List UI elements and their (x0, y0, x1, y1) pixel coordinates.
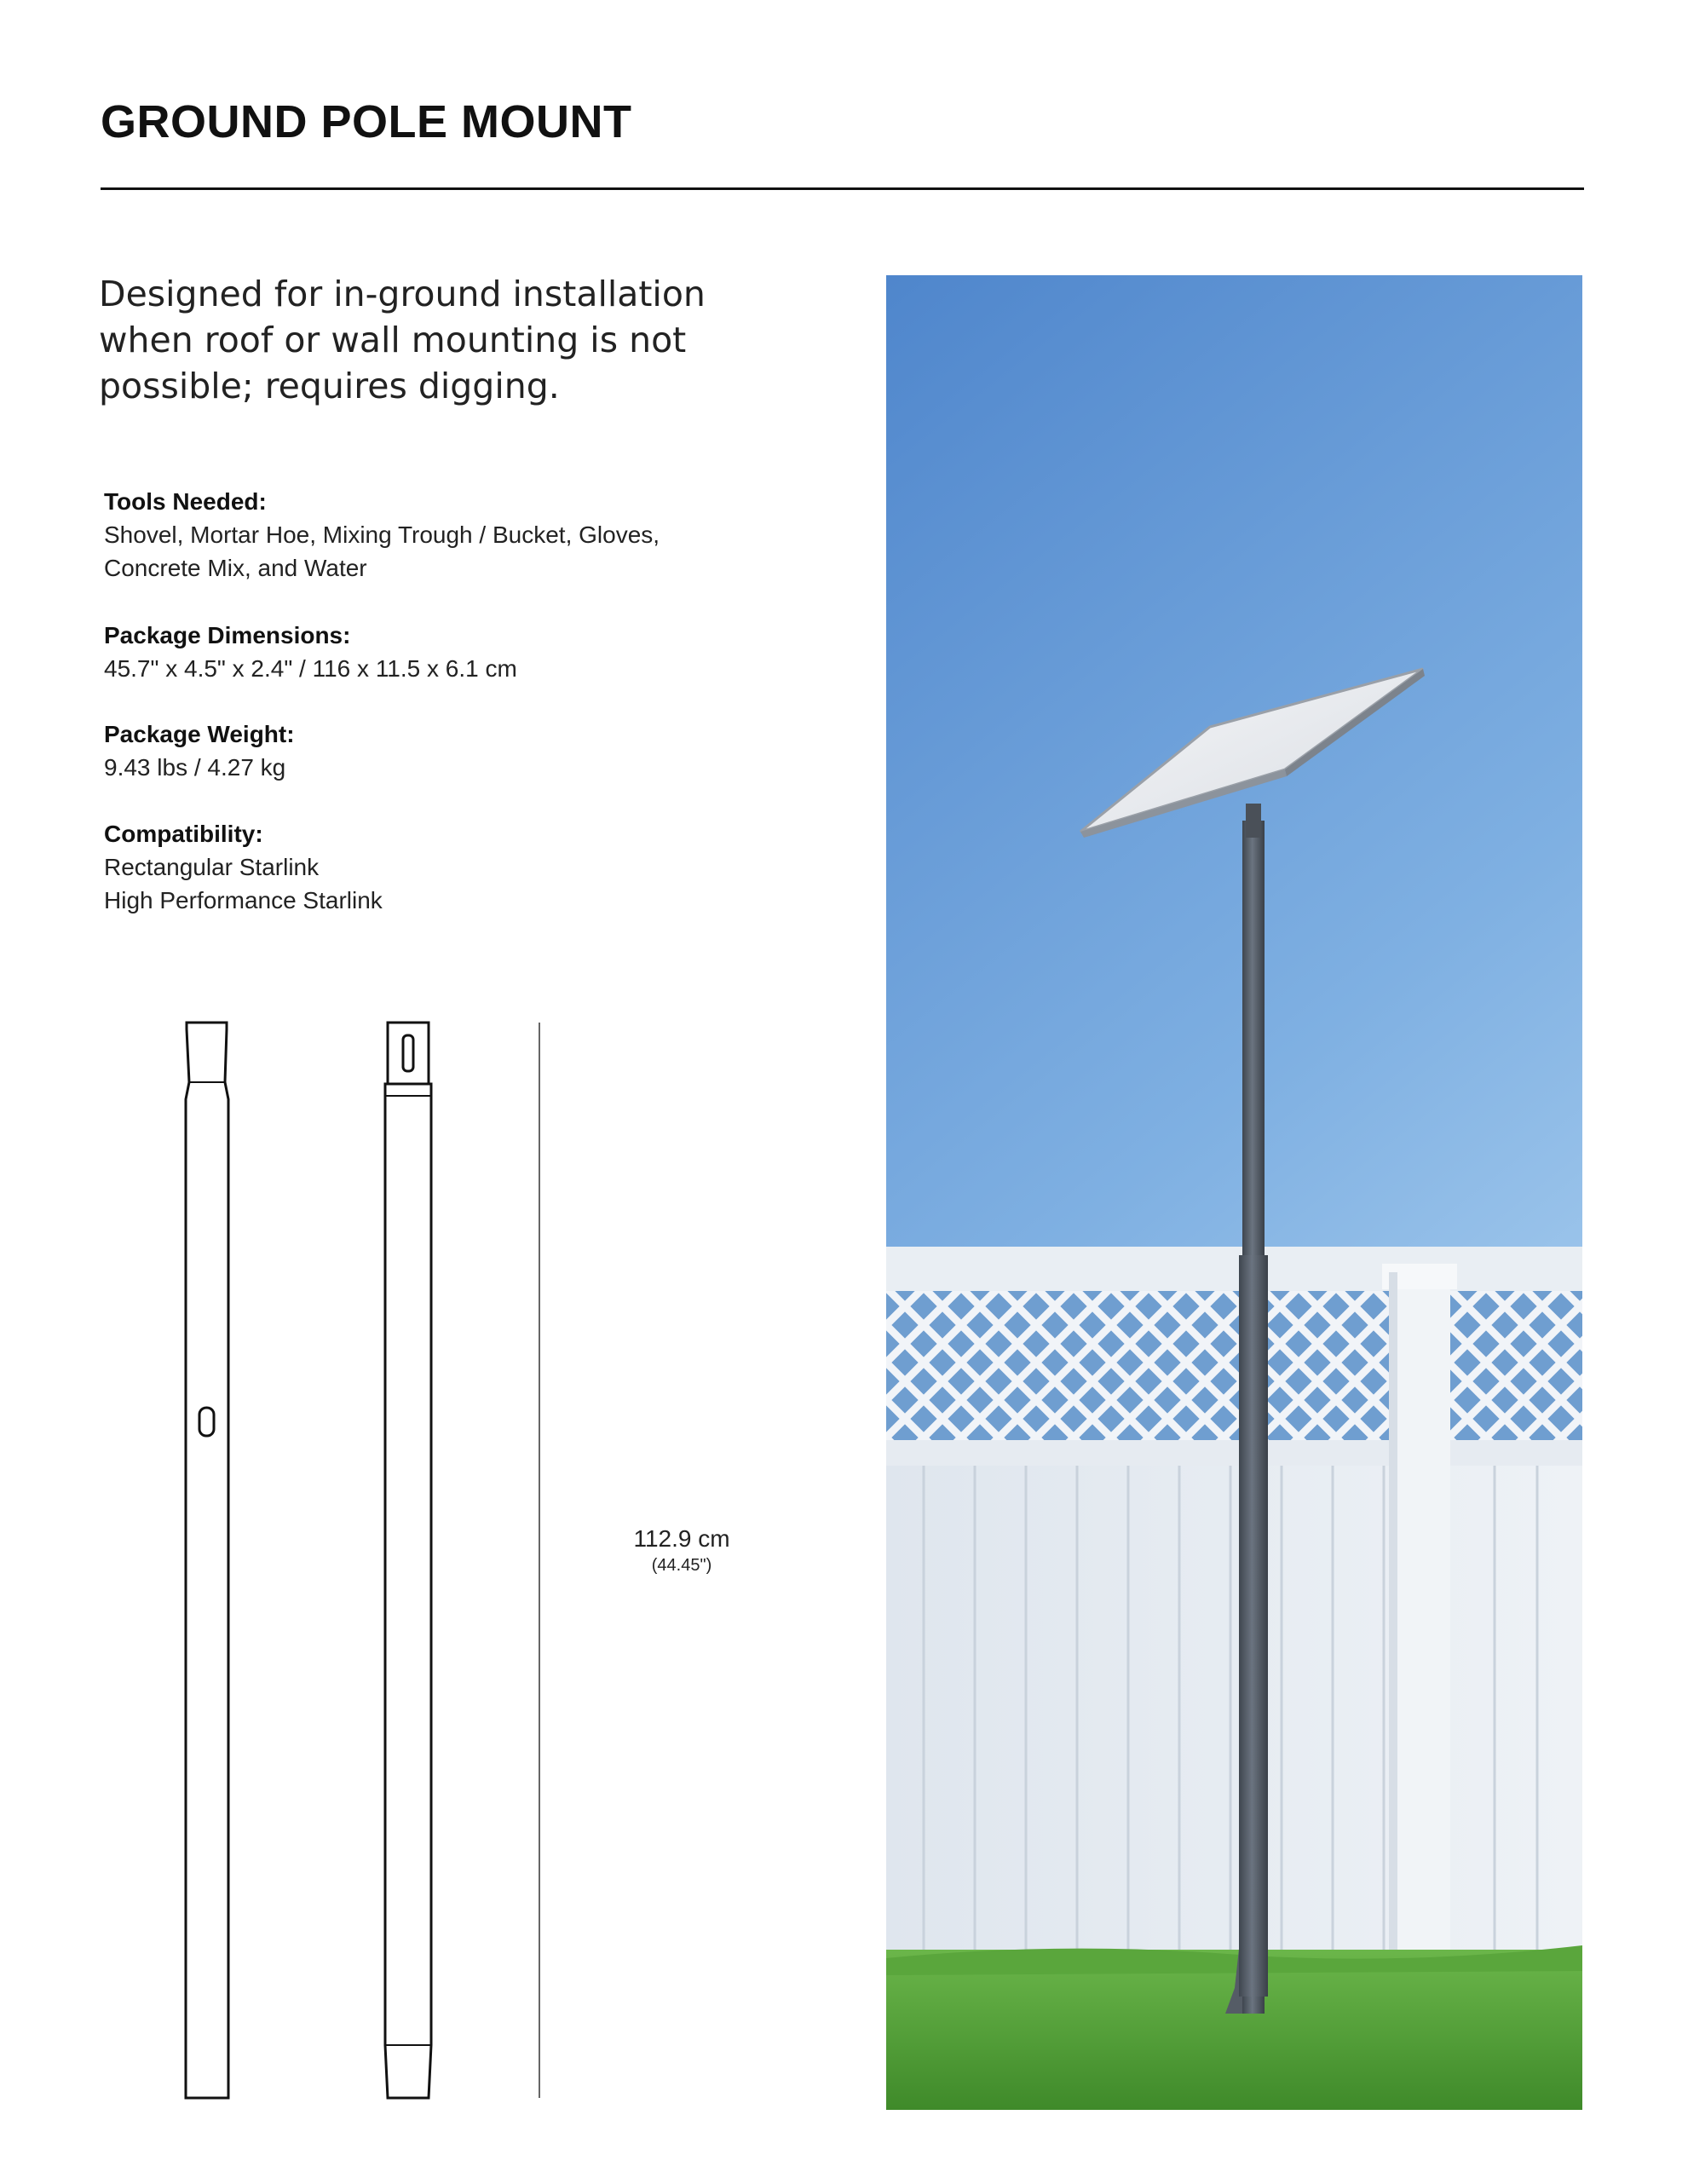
pole-length-dimension (596, 1525, 767, 1576)
spec-label: Compatibility: (104, 821, 263, 847)
spec-tools (104, 486, 854, 585)
spec-weight (104, 718, 854, 784)
dimension-imperial: (44.45") (651, 1556, 712, 1575)
page-title: GROUND POLE MOUNT (101, 96, 632, 147)
spec-value: 45.7" x 4.5" x 2.4" / 116 x 11.5 x 6.1 cm (104, 655, 517, 682)
spec-value: Rectangular Starlink High Performance Starlink (104, 854, 383, 913)
spec-compatibility (104, 818, 854, 917)
pole-side-view (385, 1023, 431, 2098)
title-divider (101, 187, 1584, 190)
pole-front-view (186, 1023, 228, 2098)
spec-value: 9.43 lbs / 4.27 kg (104, 754, 286, 781)
spec-label: Package Dimensions: (104, 622, 351, 648)
pole-slot-icon (403, 1035, 413, 1071)
spec-value: Shovel, Mortar Hoe, Mixing Trough / Bucket, Gloves, Concrete Mix, and Water (104, 522, 660, 581)
intro-text: Designed for in-ground installation when roof or wall mounting is not possible; requires digging. (99, 274, 706, 406)
pole-hole-icon (199, 1408, 214, 1436)
spec-label: Package Weight: (104, 721, 295, 747)
dimension-metric: 112.9 cm (633, 1525, 730, 1552)
spec-dimensions (104, 619, 854, 685)
product-photo (886, 275, 1582, 2110)
ground-pole-scene (886, 275, 1582, 2110)
spec-label: Tools Needed: (104, 488, 267, 515)
